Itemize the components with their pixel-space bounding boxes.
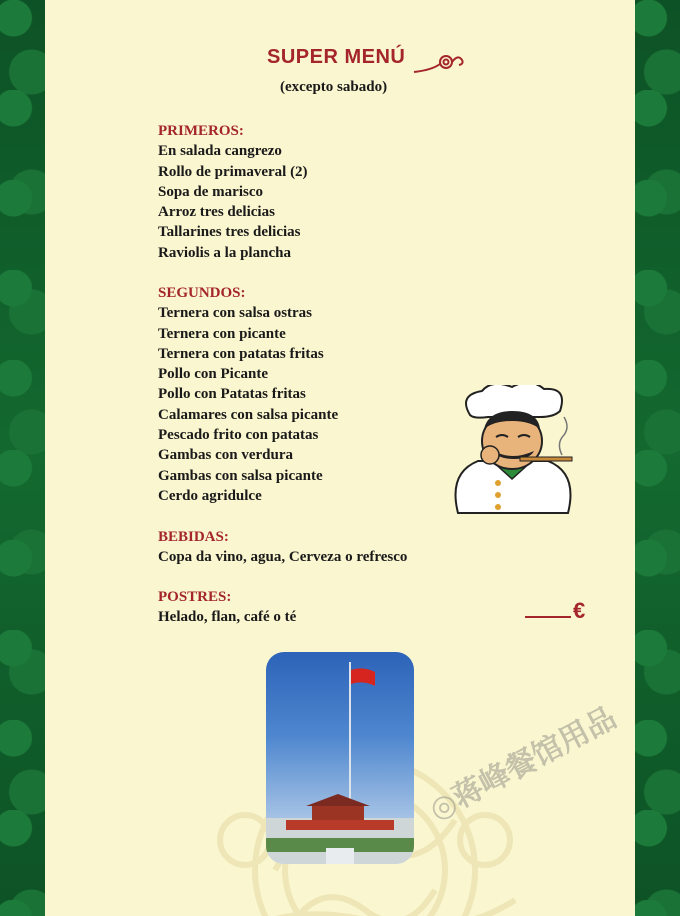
- menu-item: Calamares con salsa picante: [158, 406, 339, 423]
- section-heading: PRIMEROS:: [158, 123, 244, 139]
- photo-scene: [266, 652, 414, 864]
- right-border: [635, 0, 680, 916]
- menu-item: Arroz tres delicias: [158, 204, 275, 221]
- menu-item: Gambas con salsa picante: [158, 467, 323, 484]
- chef-illustration: [450, 385, 575, 525]
- menu-item: Ternera con patatas fritas: [158, 345, 324, 362]
- tiananmen-photo: [266, 652, 414, 864]
- menu-item: Ternera con picante: [158, 325, 286, 342]
- menu-item: Cerdo agridulce: [158, 487, 262, 504]
- watermark: ◎蒋峰餐馆用品: [423, 700, 623, 828]
- section-primeros: [158, 121, 308, 263]
- menu-item: Raviolis a la plancha: [158, 244, 291, 261]
- menu-item: Ternera con salsa ostras: [158, 305, 313, 322]
- price-blank-line: [525, 596, 571, 618]
- menu-item: Sopa de marisco: [158, 183, 263, 200]
- menu-item: Rollo de primaveral (2): [158, 163, 308, 180]
- currency-symbol: €: [573, 598, 586, 623]
- menu-title: SUPER MENÚ: [267, 46, 406, 68]
- menu-item: En salada cangrezo: [158, 143, 282, 160]
- menu-item: Pollo con Patatas fritas: [158, 386, 306, 403]
- menu-item: Tallarines tres delicias: [158, 224, 301, 241]
- menu-item: Copa da vino, agua, Cerveza o refresco: [158, 549, 408, 566]
- menu-subtitle: (excepto sabado): [280, 79, 388, 95]
- price-tag: [525, 596, 585, 624]
- section-postres: [158, 587, 296, 628]
- menu-item: Pollo con Picante: [158, 366, 268, 383]
- menu-item: Pescado frito con patatas: [158, 427, 319, 444]
- menu-page: [45, 0, 635, 916]
- menu-item: Helado, flan, café o té: [158, 609, 297, 626]
- left-border: [0, 0, 45, 916]
- section-heading: POSTRES:: [158, 589, 232, 605]
- section-segundos: [158, 283, 338, 506]
- cloud-swirl-icon: [412, 50, 464, 76]
- section-heading: BEBIDAS:: [158, 529, 229, 545]
- section-bebidas: [158, 527, 407, 568]
- menu-item: Gambas con verdura: [158, 447, 293, 464]
- section-heading: SEGUNDOS:: [158, 285, 246, 301]
